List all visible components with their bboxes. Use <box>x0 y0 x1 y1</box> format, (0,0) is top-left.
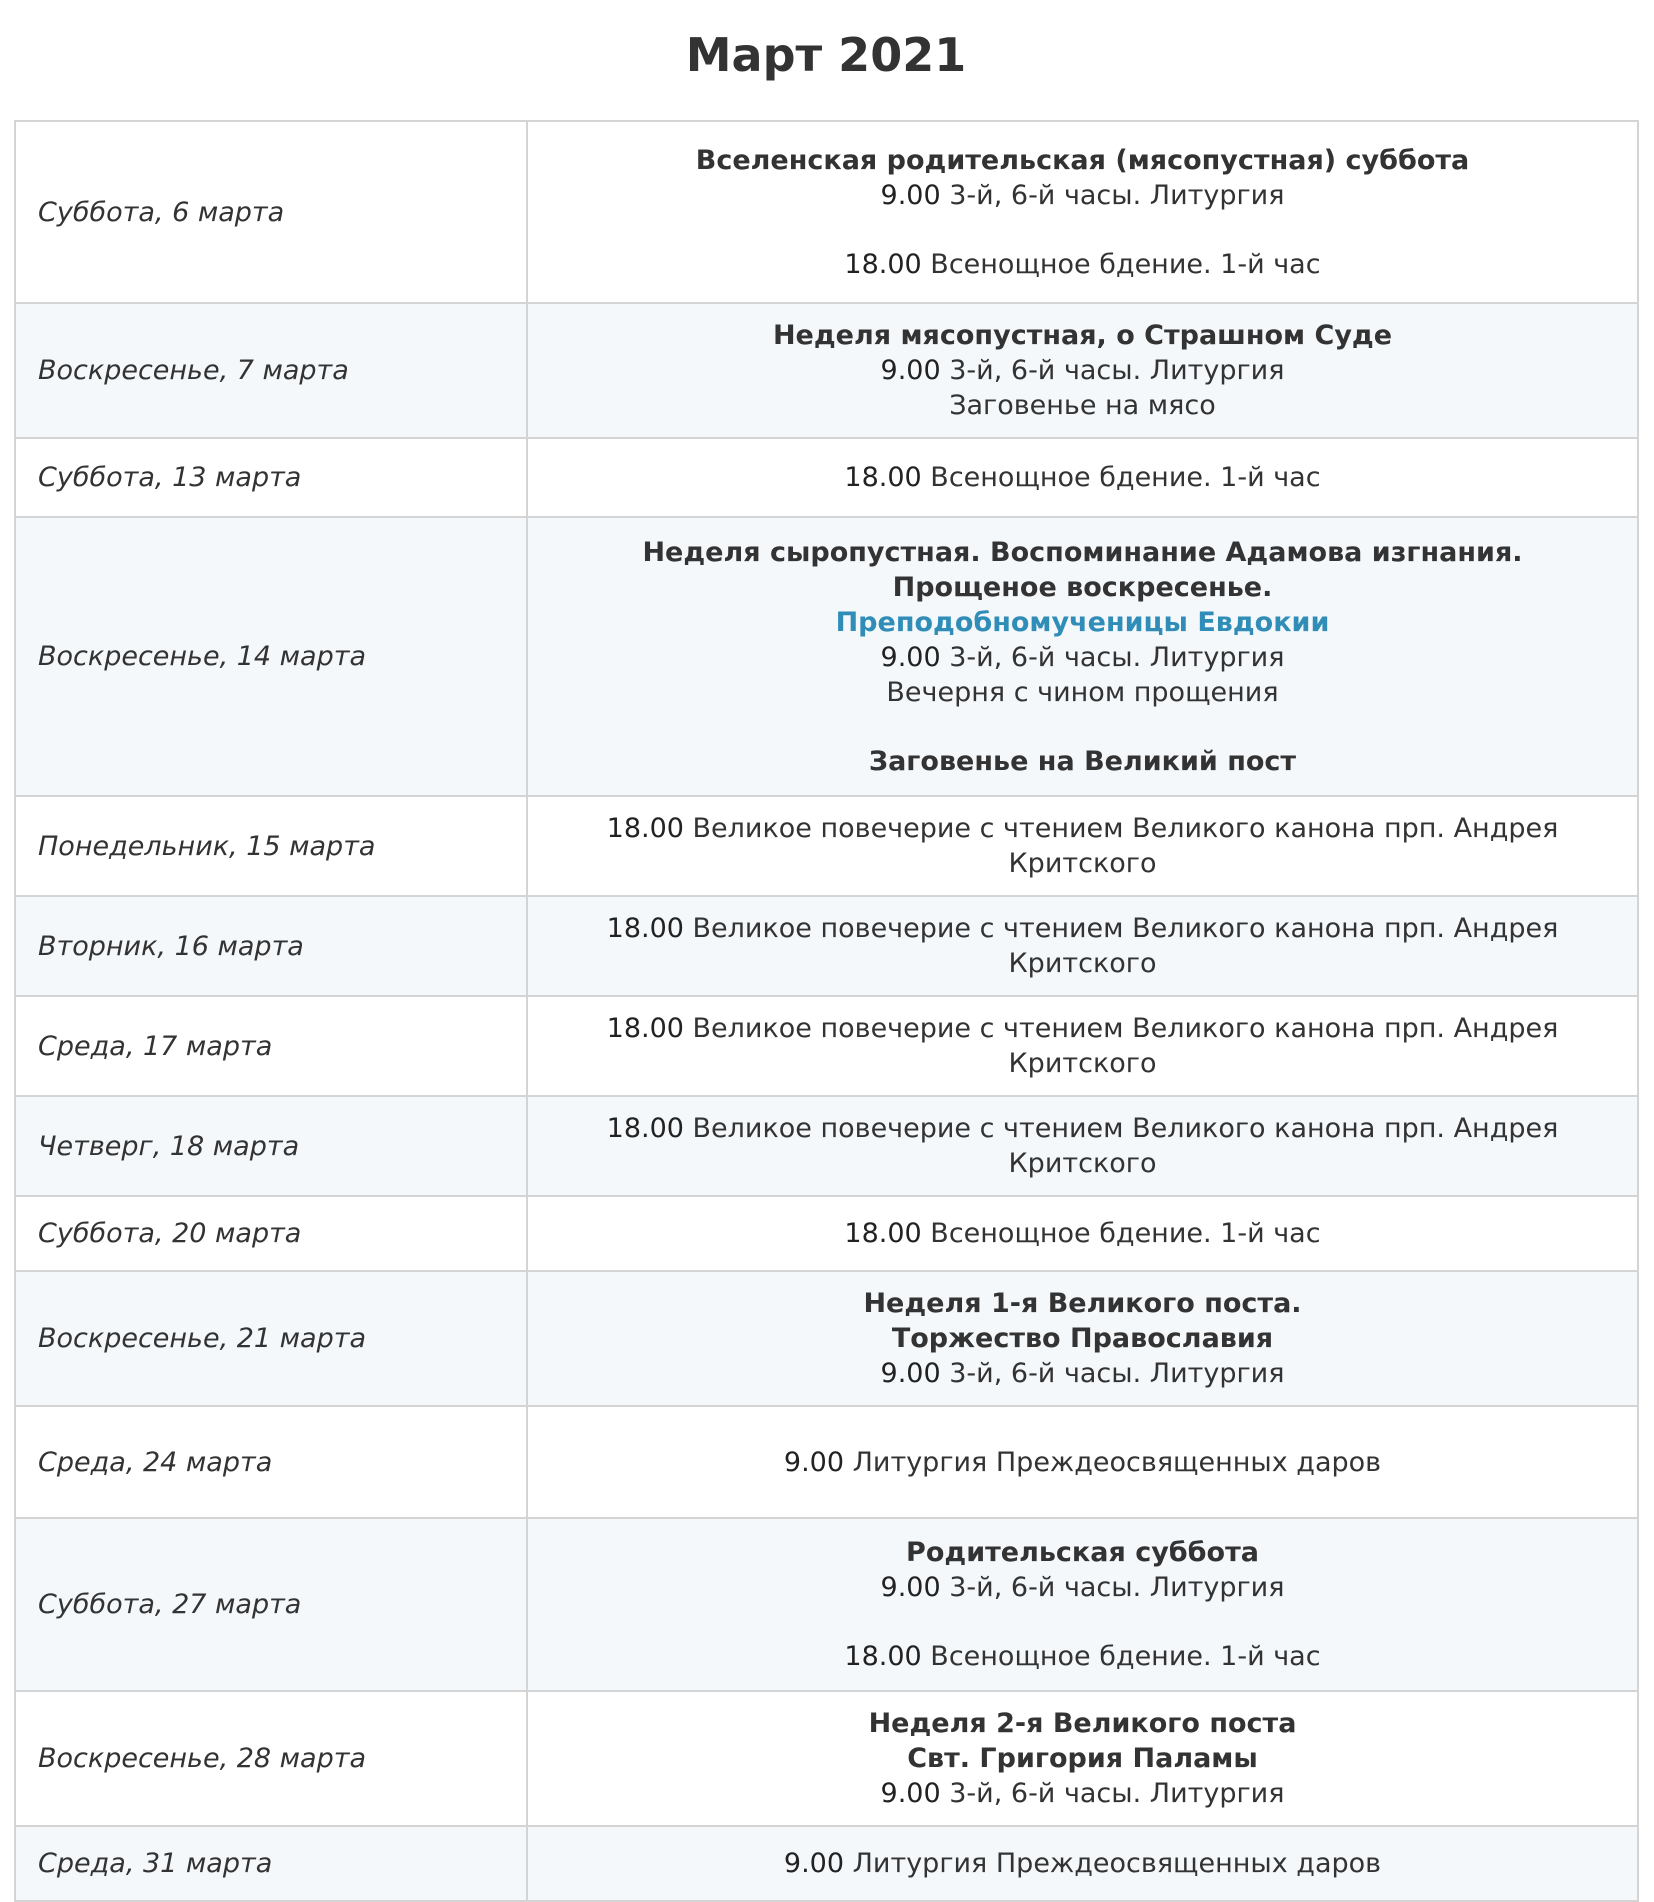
service-line <box>540 1011 1625 1081</box>
table-row <box>15 517 1638 796</box>
event-cell <box>527 1271 1638 1406</box>
service-line <box>540 1445 1625 1480</box>
date-cell <box>15 1271 527 1406</box>
table-row <box>15 796 1638 896</box>
event-cell <box>527 896 1638 996</box>
service-time: 9.00 <box>880 641 941 673</box>
date-label: Суббота, 13 марта <box>38 462 302 493</box>
event-title: Неделя 1-я Великого поста. <box>863 1288 1302 1319</box>
service-text: 3-й, 6-й часы. Литургия <box>940 1358 1285 1389</box>
service-line <box>540 178 1625 213</box>
service-time: 9.00 <box>880 179 941 211</box>
service-time: 18.00 <box>844 1218 922 1249</box>
table-row <box>15 1691 1638 1826</box>
date-label: Среда, 31 марта <box>38 1848 273 1879</box>
date-label: Воскресенье, 14 марта <box>38 641 367 672</box>
date-cell <box>15 1518 527 1691</box>
date-label: Воскресенье, 21 марта <box>38 1323 367 1354</box>
date-cell <box>15 121 527 303</box>
table-row <box>15 1271 1638 1406</box>
table-row <box>15 1406 1638 1518</box>
event-note: Заговенье на мясо <box>949 390 1216 421</box>
service-line <box>540 811 1625 881</box>
event-subtitle: Свт. Григория Паламы <box>907 1743 1258 1774</box>
service-text: Великое повечерие с чтением Великого канона прп. Андрея Критского <box>683 1013 1559 1079</box>
date-cell <box>15 1826 527 1901</box>
date-cell <box>15 517 527 796</box>
date-cell <box>15 1096 527 1196</box>
service-time: 18.00 <box>844 1641 922 1672</box>
table-row <box>15 996 1638 1096</box>
event-subtitle: Прощеное воскресенье. <box>892 571 1273 603</box>
service-line <box>540 1639 1625 1674</box>
table-row <box>15 1196 1638 1271</box>
schedule-table <box>14 120 1639 1902</box>
event-footer: Заговенье на Великий пост <box>868 745 1297 777</box>
table-row <box>15 303 1638 438</box>
service-text: Всенощное бдение. 1-й час <box>921 1218 1321 1249</box>
service-time: 9.00 <box>880 1778 941 1809</box>
service-text: 3-й, 6-й часы. Литургия <box>940 355 1285 386</box>
date-label: Вторник, 16 марта <box>38 930 304 962</box>
table-row <box>15 1518 1638 1691</box>
event-title: Вселенская родительская (мясопустная) суббота <box>695 144 1470 176</box>
date-label: Среда, 24 марта <box>38 1446 273 1478</box>
service-time: 18.00 <box>844 462 922 493</box>
event-cell <box>527 796 1638 896</box>
date-cell <box>15 796 527 896</box>
service-time: 9.00 <box>880 1358 941 1389</box>
event-note: Вечерня с чином прощения <box>886 676 1279 708</box>
service-line <box>540 1216 1625 1251</box>
service-text: Великое повечерие с чтением Великого канона прп. Андрея Критского <box>683 1113 1559 1179</box>
date-label: Воскресенье, 28 марта <box>38 1743 367 1774</box>
table-row <box>15 896 1638 996</box>
service-time: 18.00 <box>606 813 684 844</box>
service-time: 18.00 <box>606 913 684 944</box>
service-text: Всенощное бдение. 1-й час <box>921 462 1321 493</box>
event-cell <box>527 1691 1638 1826</box>
service-text: Великое повечерие с чтением Великого канона прп. Андрея Критского <box>683 913 1559 979</box>
date-label: Понедельник, 15 марта <box>38 830 376 862</box>
spacer <box>540 710 1625 744</box>
service-text: 3-й, 6-й часы. Литургия <box>940 179 1285 211</box>
service-time: 18.00 <box>844 248 922 280</box>
service-text: Литургия Преждеосвященных даров <box>844 1446 1382 1478</box>
event-cell <box>527 1826 1638 1901</box>
service-text: Великое повечерие с чтением Великого канона прп. Андрея Критского <box>683 813 1559 879</box>
service-line <box>540 1111 1625 1181</box>
event-cell <box>527 1518 1638 1691</box>
date-label: Суббота, 6 марта <box>38 196 285 228</box>
event-title: Родительская суббота <box>906 1537 1259 1568</box>
service-line <box>540 1356 1625 1391</box>
spacer <box>540 1605 1625 1639</box>
table-row <box>15 121 1638 303</box>
service-text: 3-й, 6-й часы. Литургия <box>940 1572 1285 1603</box>
service-time: 18.00 <box>606 1113 684 1144</box>
service-time: 18.00 <box>606 1013 684 1044</box>
service-text: 3-й, 6-й часы. Литургия <box>940 641 1285 673</box>
saint-link[interactable]: Преподобномученицы Евдокии <box>835 606 1330 638</box>
event-cell <box>527 996 1638 1096</box>
service-line <box>540 353 1625 388</box>
date-label: Среда, 17 марта <box>38 1030 273 1062</box>
event-cell <box>527 1406 1638 1518</box>
date-label: Воскресенье, 7 марта <box>38 355 349 386</box>
event-cell <box>527 121 1638 303</box>
event-cell <box>527 517 1638 796</box>
table-row <box>15 1826 1638 1901</box>
event-title: Неделя сыропустная. Воспоминание Адамова изгнания. <box>642 536 1523 568</box>
table-row <box>15 1096 1638 1196</box>
service-time: 9.00 <box>783 1446 845 1478</box>
date-cell <box>15 896 527 996</box>
service-time: 9.00 <box>880 355 941 386</box>
date-cell <box>15 438 527 517</box>
date-cell <box>15 1691 527 1826</box>
event-title: Неделя 2-я Великого поста <box>868 1708 1297 1739</box>
date-cell <box>15 1196 527 1271</box>
date-cell <box>15 1406 527 1518</box>
service-line <box>540 640 1625 675</box>
service-text: Всенощное бдение. 1-й час <box>921 248 1321 280</box>
service-line <box>540 460 1625 495</box>
service-line <box>540 911 1625 981</box>
date-label: Суббота, 20 марта <box>38 1218 302 1249</box>
spacer <box>540 213 1625 247</box>
service-time: 9.00 <box>783 1848 845 1879</box>
service-text: 3-й, 6-й часы. Литургия <box>940 1778 1285 1809</box>
service-line <box>540 247 1625 282</box>
event-cell <box>527 1196 1638 1271</box>
table-row <box>15 438 1638 517</box>
event-subtitle: Торжество Православия <box>891 1323 1274 1354</box>
service-line <box>540 1776 1625 1811</box>
service-time: 9.00 <box>880 1572 941 1603</box>
date-label: Суббота, 27 марта <box>38 1589 302 1620</box>
service-line <box>540 1570 1625 1605</box>
date-cell <box>15 303 527 438</box>
date-cell <box>15 996 527 1096</box>
service-text: Всенощное бдение. 1-й час <box>921 1641 1321 1672</box>
event-cell <box>527 1096 1638 1196</box>
event-cell <box>527 303 1638 438</box>
page-title-wrap <box>14 28 1638 82</box>
event-cell <box>527 438 1638 517</box>
event-title: Неделя мясопустная, о Страшном Суде <box>772 320 1393 351</box>
service-text: Литургия Преждеосвященных даров <box>844 1848 1382 1879</box>
page-title: Март 2021 <box>685 28 967 82</box>
date-label: Четверг, 18 марта <box>38 1130 300 1162</box>
service-line <box>540 1846 1625 1881</box>
